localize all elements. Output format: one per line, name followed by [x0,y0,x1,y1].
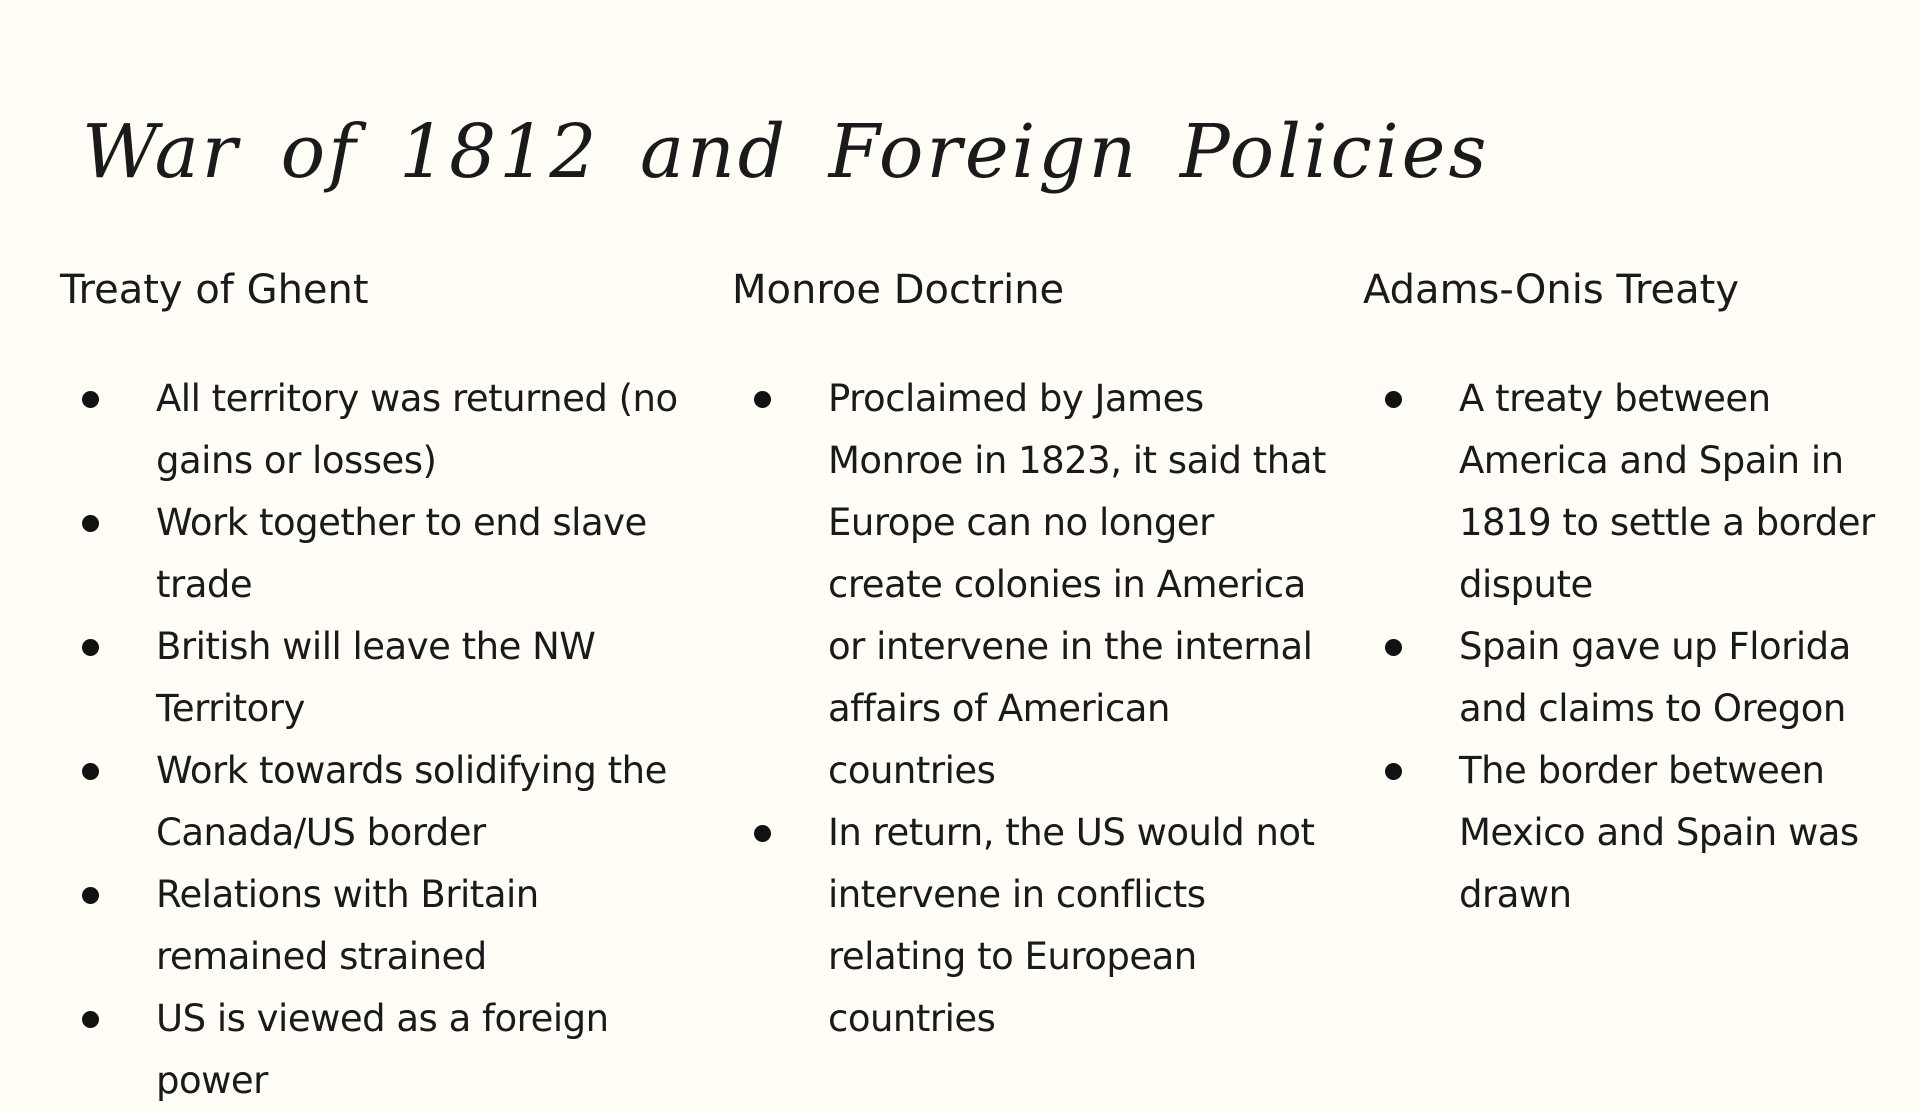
bullet-dot-icon [1385,763,1402,780]
column-treaty-of-ghent [60,262,700,1102]
bullet-text: A treaty between America and Spain in 1819 to settle a border dispute [1459,377,1875,606]
bullet-text: Relations with Britain remained strained [156,873,539,978]
column-adams-onis-treaty [1363,262,1903,916]
bullet-dot-icon [1385,639,1402,656]
bullet-dot-icon [82,391,99,408]
bullet-item [732,802,1332,1050]
bullet-item [60,988,700,1112]
bullet-list [1363,368,1903,926]
bullet-list [60,368,700,1112]
bullet-dot-icon [82,763,99,780]
bullet-text: Work towards solidifying the Canada/US border [156,749,667,854]
bullet-text: Proclaimed by James Monroe in 1823, it said that Europe can no longer create colonies in America or intervene in the internal affairs of American countries [828,377,1326,792]
bullet-text: British will leave the NW Territory [156,625,596,730]
bullet-item [60,740,700,864]
bullet-item [60,492,700,616]
bullet-dot-icon [82,887,99,904]
bullet-text: Spain gave up Florida and claims to Oregon [1459,625,1851,730]
bullet-text: All territory was returned (no gains or losses) [156,377,678,482]
bullet-dot-icon [1385,391,1402,408]
bullet-text: US is viewed as a foreign power [156,997,609,1102]
bullet-item [60,864,700,988]
bullet-item [60,368,700,492]
bullet-dot-icon [82,1011,99,1028]
bullet-text: In return, the US would not intervene in conflicts relating to European countries [828,811,1315,1040]
bullet-item [60,616,700,740]
bullet-text: The border between Mexico and Spain was drawn [1459,749,1859,916]
bullet-dot-icon [754,825,771,842]
bullet-item [1363,368,1903,616]
column-heading: Treaty of Ghent [60,267,369,313]
slide-title: War of 1812 and Foreign Policies [82,109,1490,195]
bullet-dot-icon [754,391,771,408]
bullet-text: Work together to end slave trade [156,501,647,606]
column-heading: Adams-Onis Treaty [1363,267,1740,313]
bullet-dot-icon [82,639,99,656]
column-heading: Monroe Doctrine [732,267,1065,313]
bullet-item [732,368,1332,802]
column-monroe-doctrine [732,262,1332,1040]
bullet-item [1363,740,1903,926]
bullet-dot-icon [82,515,99,532]
bullet-list [732,368,1332,1050]
bullet-item [1363,616,1903,740]
